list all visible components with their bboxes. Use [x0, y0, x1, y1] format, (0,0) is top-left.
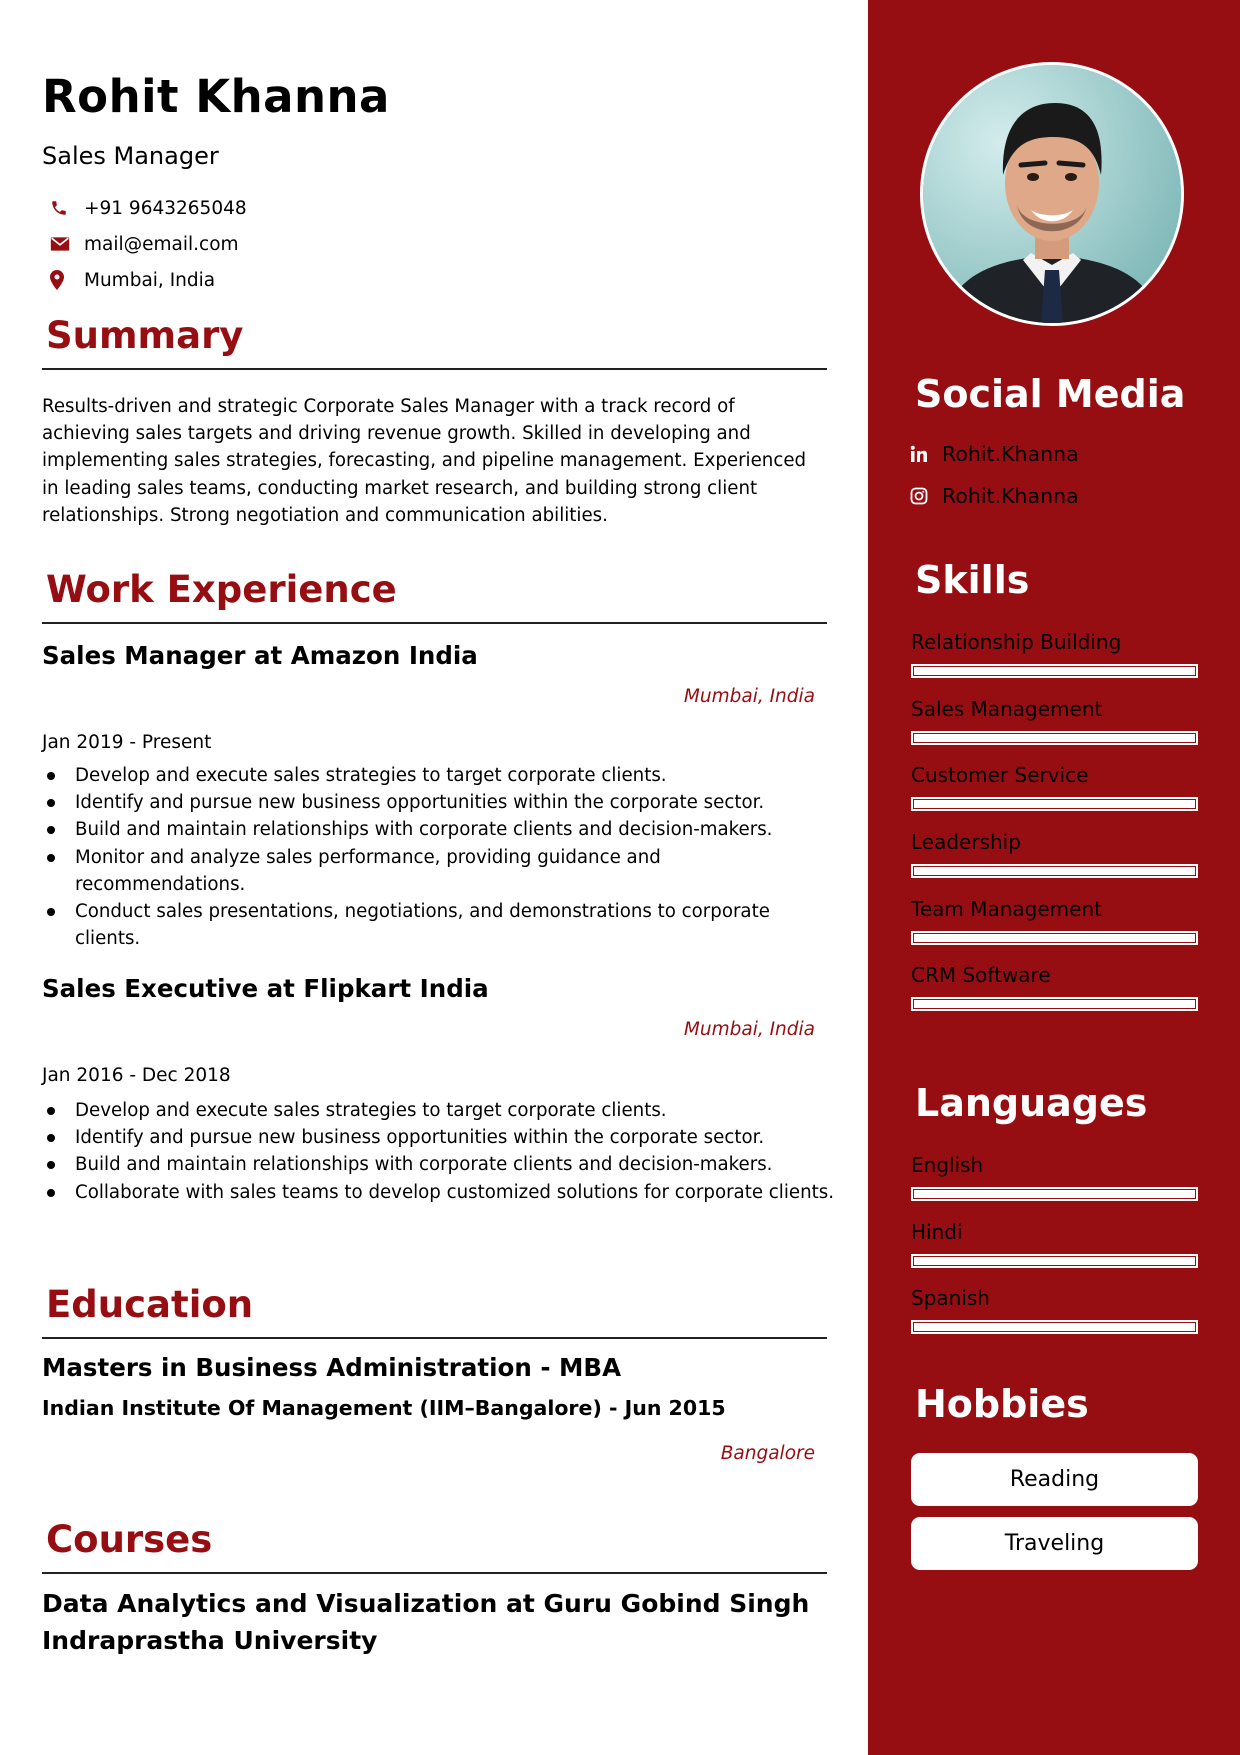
- education-degree: Masters in Business Administration - MBA: [42, 1353, 622, 1382]
- list-item: Develop and execute sales strategies to target corporate clients.: [42, 762, 832, 789]
- social-instagram: [910, 484, 1079, 508]
- list-item: Build and maintain relationships with corporate clients and decision-makers.: [42, 1151, 832, 1178]
- candidate-job-title: Sales Manager: [42, 142, 219, 170]
- education-school: Indian Institute Of Management (IIM–Bangalore) - Jun 2015: [42, 1396, 726, 1420]
- skill-label: Customer Service: [911, 763, 1089, 787]
- instagram-icon: [910, 487, 942, 505]
- language-bar-fill: [914, 1190, 1195, 1198]
- contact-email: [46, 226, 247, 262]
- hobby-reading: Reading: [911, 1453, 1198, 1506]
- skill-label: Leadership: [911, 830, 1021, 854]
- skill-label: CRM Software: [911, 963, 1051, 987]
- profile-photo: [920, 62, 1184, 326]
- social-media-title: Social Media: [915, 372, 1186, 416]
- job-1-dates: Jan 2019 - Present: [42, 732, 212, 753]
- language-bar: [911, 1320, 1198, 1334]
- portrait-illustration: [923, 65, 1181, 323]
- envelope-icon: [46, 236, 84, 252]
- skill-bar-fill: [914, 867, 1195, 875]
- work-experience-title: Work Experience: [46, 568, 397, 611]
- language-label: Hindi: [911, 1220, 963, 1244]
- skill-bar-fill: [914, 734, 1195, 742]
- education-divider: [42, 1337, 827, 1339]
- job-2-location: Mumbai, India: [683, 1019, 815, 1040]
- language-bar: [911, 1254, 1198, 1268]
- hobbies-title: Hobbies: [915, 1382, 1089, 1426]
- skill-bar: [911, 731, 1198, 745]
- courses-title: Courses: [46, 1518, 213, 1561]
- linkedin-icon: [910, 445, 942, 463]
- instagram-handle[interactable]: Rohit.Khanna: [942, 484, 1079, 508]
- language-label: English: [911, 1153, 984, 1177]
- social-linkedin: [910, 442, 1079, 466]
- summary-divider: [42, 368, 827, 370]
- skill-bar: [911, 931, 1198, 945]
- list-item: Build and maintain relationships with corporate clients and decision-makers.: [42, 816, 832, 843]
- job-2-bullets: [42, 1097, 835, 1206]
- skill-label: Team Management: [911, 897, 1102, 921]
- education-location: Bangalore: [720, 1443, 815, 1464]
- course-item: Data Analytics and Visualization at Guru Gobind Singh Indraprastha University: [42, 1589, 810, 1655]
- phone-icon: [46, 199, 84, 217]
- contact-location: [46, 262, 247, 298]
- languages-title: Languages: [915, 1081, 1148, 1125]
- phone-text[interactable]: +91 9643265048: [84, 197, 247, 219]
- skill-label: Sales Management: [911, 697, 1103, 721]
- skill-bar-fill: [914, 667, 1195, 675]
- job-2-dates: Jan 2016 - Dec 2018: [42, 1065, 231, 1086]
- skill-bar: [911, 997, 1198, 1011]
- skill-bar-fill: [914, 800, 1195, 808]
- map-pin-icon: [46, 270, 84, 290]
- list-item: Identify and pursue new business opportunities within the corporate sector.: [42, 789, 832, 816]
- list-item: Conduct sales presentations, negotiations, and demonstrations to corporate clients.: [42, 898, 835, 952]
- email-text[interactable]: mail@email.com: [84, 233, 239, 255]
- summary-text: Results-driven and strategic Corporate Sales Manager with a track record of achieving sales targets and driving revenue growth. Skilled in developing and implementing sales strategies, forecasting, and pipeline management. Experienced in leading sales teams, conducting market research, and building strong client relationships. Strong negotiation and communication abilities.: [42, 396, 807, 526]
- hobby-traveling: Traveling: [911, 1517, 1198, 1570]
- location-text: Mumbai, India: [84, 269, 216, 291]
- work-experience-divider: [42, 622, 827, 624]
- courses-divider: [42, 1572, 827, 1574]
- skills-title: Skills: [915, 558, 1030, 602]
- skill-bar: [911, 864, 1198, 878]
- skill-label: Relationship Building: [911, 630, 1122, 654]
- linkedin-handle[interactable]: Rohit.Khanna: [942, 442, 1079, 466]
- list-item: Develop and execute sales strategies to target corporate clients.: [42, 1097, 832, 1124]
- education-title: Education: [46, 1283, 254, 1326]
- language-bar-fill: [914, 1257, 1195, 1265]
- list-item: Identify and pursue new business opportunities within the corporate sector.: [42, 1124, 832, 1151]
- job-1-heading: Sales Manager at Amazon India: [42, 641, 478, 670]
- skill-bar-fill: [914, 934, 1195, 942]
- language-label: Spanish: [911, 1286, 990, 1310]
- contact-list: [46, 190, 247, 298]
- job-2-heading: Sales Executive at Flipkart India: [42, 974, 489, 1003]
- job-1-bullets: [42, 762, 832, 952]
- language-bar: [911, 1187, 1198, 1201]
- candidate-name: Rohit Khanna: [42, 70, 390, 123]
- skill-bar-fill: [914, 1000, 1195, 1008]
- skill-bar: [911, 664, 1198, 678]
- skill-bar: [911, 797, 1198, 811]
- contact-phone: [46, 190, 247, 226]
- list-item: Collaborate with sales teams to develop customized solutions for corporate clients.: [42, 1179, 835, 1206]
- job-1-location: Mumbai, India: [683, 686, 815, 707]
- language-bar-fill: [914, 1323, 1195, 1331]
- summary-title: Summary: [46, 314, 244, 357]
- list-item: Monitor and analyze sales performance, providing guidance and recommendations.: [42, 844, 775, 898]
